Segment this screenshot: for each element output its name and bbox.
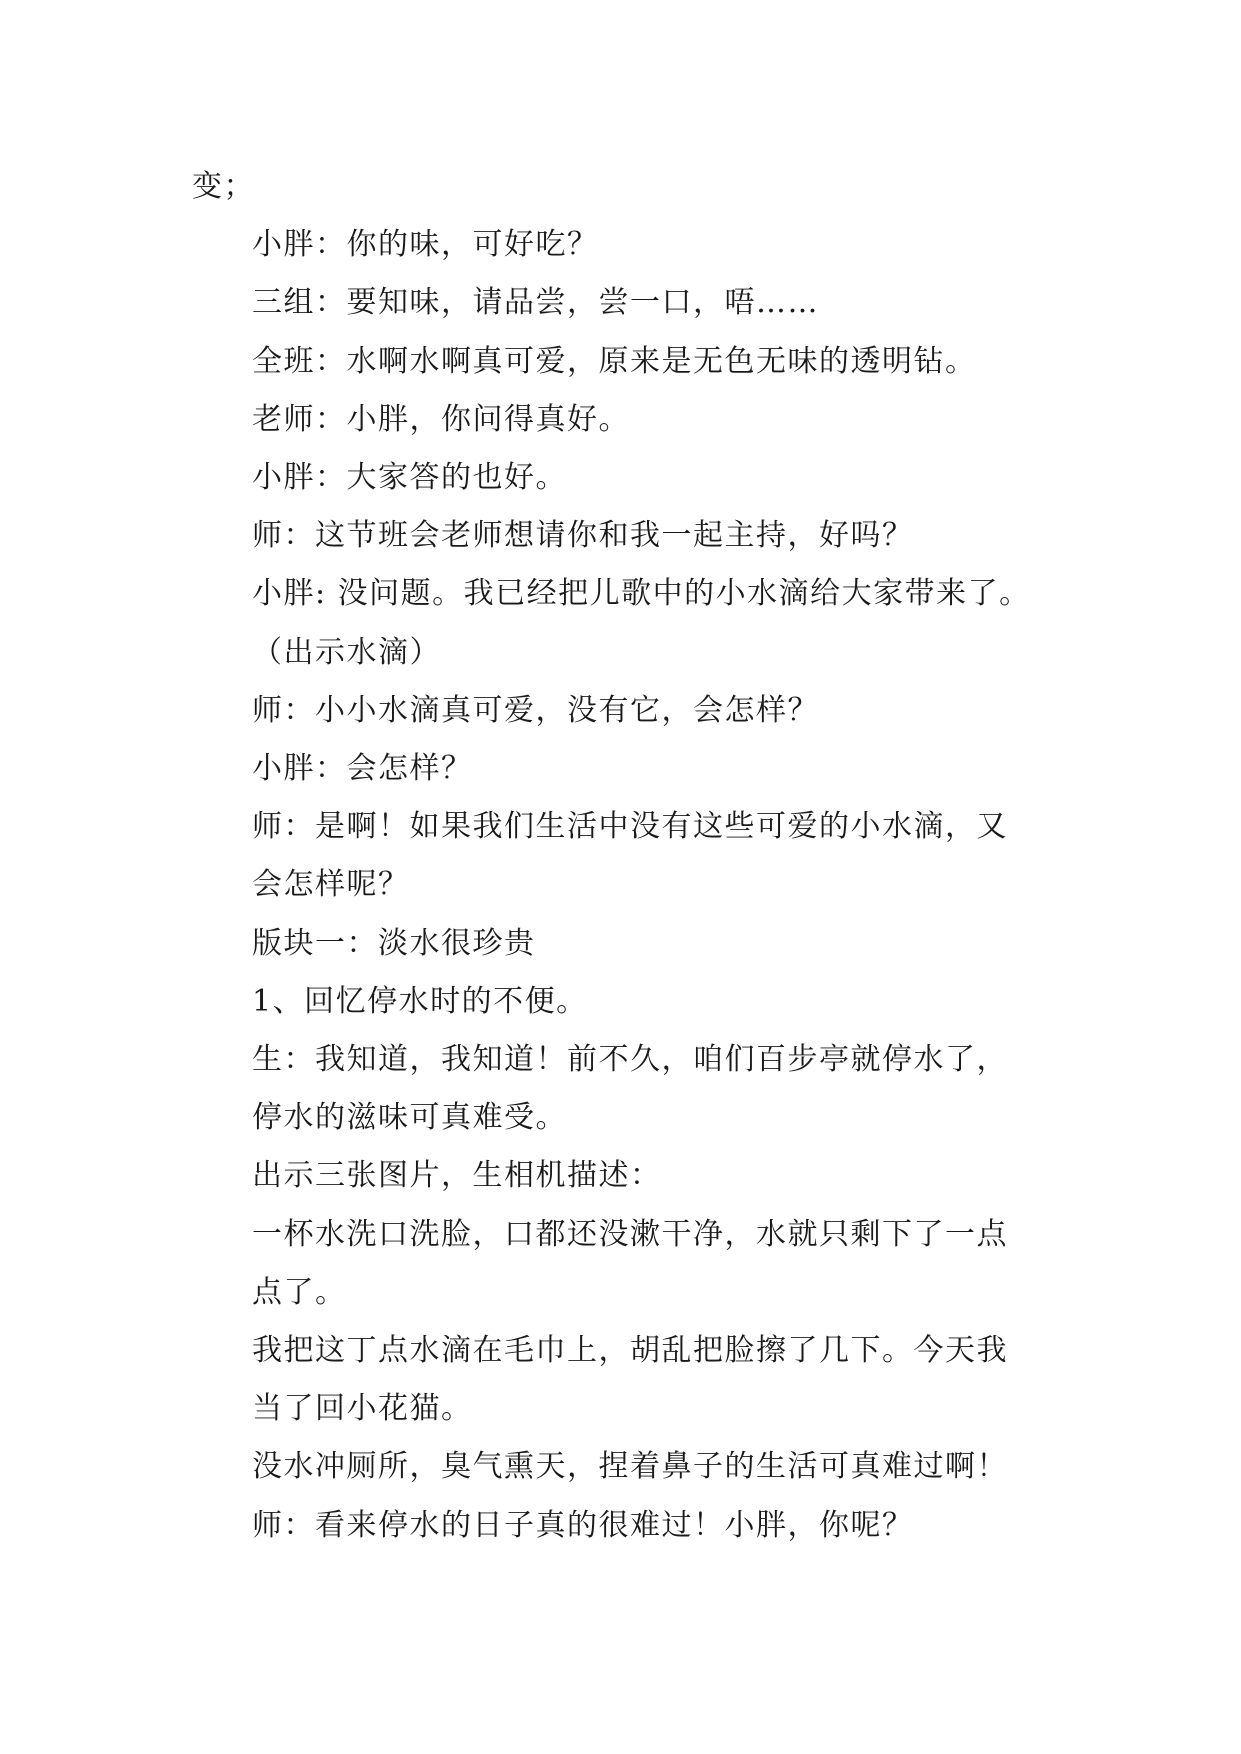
- paragraph: [192, 798, 1072, 914]
- text-line: 出示三张图片，生相机描述：: [252, 1158, 662, 1194]
- text-line: 老师：小胖，你问得真好。: [252, 401, 630, 437]
- document-body: [192, 158, 1072, 1555]
- paragraph: [192, 973, 1072, 1031]
- paragraph: [192, 915, 1072, 973]
- paragraph: [192, 391, 1072, 449]
- text-line: （出示水滴）: [252, 634, 441, 670]
- paragraph: [192, 216, 1072, 274]
- text-line: 点了。: [252, 1274, 347, 1310]
- text-line: 全班：水啊水啊真可爱，原来是无色无味的透明钻。: [252, 343, 977, 379]
- paragraph: [192, 1497, 1072, 1555]
- text-line: 会怎样呢？: [252, 867, 410, 903]
- text-line: 师：小小水滴真可爱，没有它，会怎样？: [252, 692, 819, 728]
- paragraph: [192, 682, 1072, 740]
- text-line: 小胖：大家答的也好。: [252, 460, 567, 496]
- text-line: 我把这丁点水滴在毛巾上，胡乱把脸擦了几下。今天我: [252, 1333, 1008, 1369]
- text-line: 1、回忆停水时的不便。: [252, 983, 588, 1019]
- paragraph: [192, 1206, 1072, 1322]
- paragraph: [192, 507, 1072, 565]
- paragraph: [192, 1322, 1072, 1438]
- text-line: 停水的滋味可真难受。: [252, 1100, 567, 1136]
- paragraph: [192, 740, 1072, 798]
- text-line: 没水冲厕所，臭气熏天，捏着鼻子的生活可真难过啊！: [252, 1449, 1008, 1485]
- text-line: 小胖: 没问题。我已经把儿歌中的小水滴给大家带来了。: [252, 576, 1031, 612]
- text-line: 师：看来停水的日子真的很难过！小胖，你呢？: [252, 1507, 914, 1543]
- text-line: 小胖：会怎样？: [252, 751, 473, 787]
- paragraph: [192, 1438, 1072, 1496]
- paragraph: [192, 333, 1072, 391]
- paragraph: [192, 1147, 1072, 1205]
- paragraph: [192, 158, 1072, 216]
- text-line: 师：这节班会老师想请你和我一起主持，好吗？: [252, 518, 914, 554]
- text-line: 三组：要知味，请品尝，尝一口，唔……: [252, 285, 819, 321]
- text-line: 一杯水洗口洗脸，口都还没漱干净，水就只剩下了一点: [252, 1216, 1008, 1252]
- text-line: 当了回小花猫。: [252, 1391, 473, 1427]
- text-line: 变；: [192, 169, 255, 204]
- paragraph: [192, 449, 1072, 507]
- paragraph: [192, 565, 1072, 681]
- text-line: 师：是啊！如果我们生活中没有这些可爱的小水滴，又: [252, 809, 1008, 845]
- text-line: 版块一：淡水很珍贵: [252, 925, 536, 961]
- text-line: 小胖：你的味，可好吃？: [252, 227, 599, 263]
- paragraph: [192, 274, 1072, 332]
- text-line: 生：我知道，我知道！前不久，咱们百步亭就停水了，: [252, 1042, 1008, 1078]
- paragraph: [192, 1031, 1072, 1147]
